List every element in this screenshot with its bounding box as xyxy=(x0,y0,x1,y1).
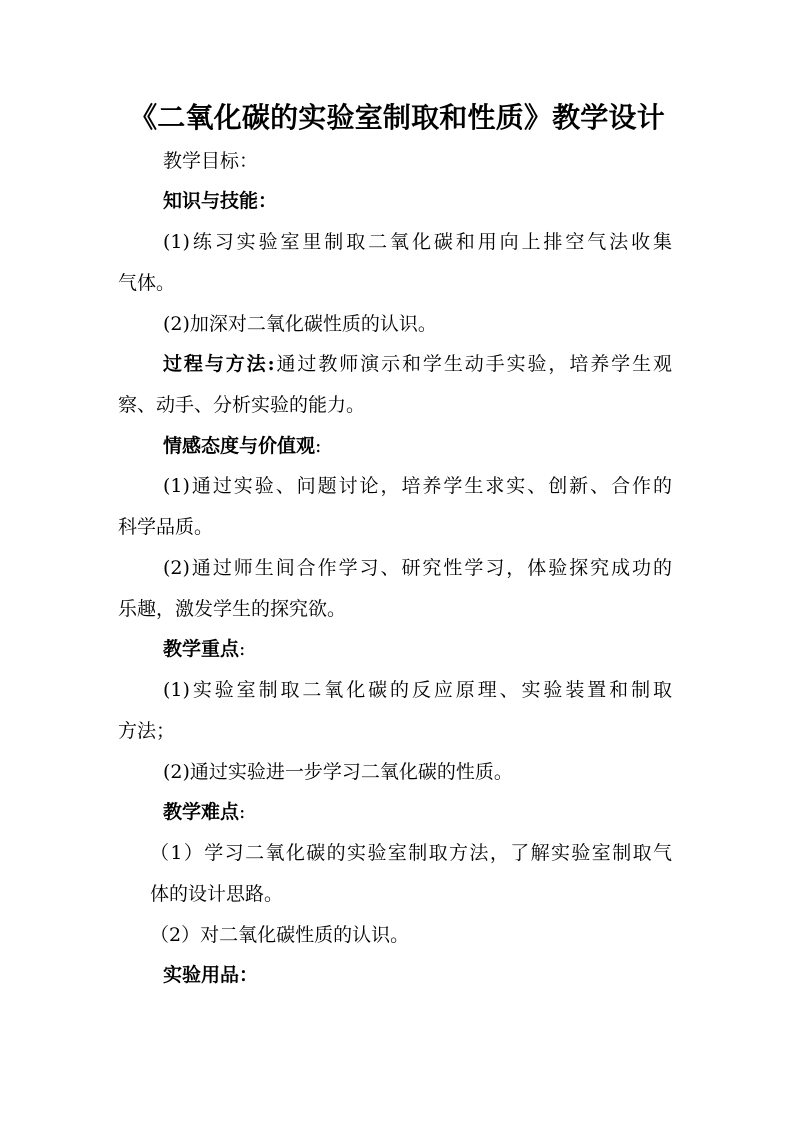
key-points-heading-line xyxy=(163,636,245,662)
attitude-values-colon: : xyxy=(315,435,322,457)
materials-heading: 实验用品： xyxy=(163,964,259,986)
difficulties-item-1-line-2: 体的设计思路。 xyxy=(150,883,284,905)
attitude-item-1-line-2: 科学品质。 xyxy=(118,516,214,538)
process-methods-text: 通过教师演示和学生动手实验，培养学生观 xyxy=(274,353,672,375)
difficulties-item-2: （2）对二氧化碳性质的认识。 xyxy=(150,924,410,946)
difficulties-colon: : xyxy=(239,801,246,823)
process-methods-paragraph-line-1 xyxy=(163,351,672,377)
difficulties-item-1-line-1: （1）学习二氧化碳的实验室制取方法，了解实验室制取气 xyxy=(150,842,672,864)
objectives-heading: 教学目标： xyxy=(163,150,259,172)
attitude-values-heading: 情感态度与价值观 xyxy=(163,435,316,457)
attitude-item-2-line-1: (2)通过师生间合作学习、研究性学习，体验探究成功的 xyxy=(163,557,672,579)
knowledge-item-1-line-1: (1)练习实验室里制取二氧化碳和用向上排空气法收集 xyxy=(163,231,672,253)
attitude-item-1-line-1: (1)通过实验、问题讨论，培养学生求实、创新、合作的 xyxy=(163,475,672,497)
knowledge-item-2: (2)加深对二氧化碳性质的认识。 xyxy=(163,313,437,335)
document-title: 《二氧化碳的实验室制取和性质》教学设计 xyxy=(129,101,665,134)
key-points-colon: : xyxy=(239,638,246,660)
knowledge-skills-heading: 知识与技能： xyxy=(163,190,278,212)
key-points-item-1-line-1: (1)实验室制取二氧化碳的反应原理、实验装置和制取 xyxy=(163,679,672,701)
key-points-item-2: (2)通过实验进一步学习二氧化碳的性质。 xyxy=(163,761,513,783)
difficulties-heading-line xyxy=(163,799,245,825)
key-points-item-1-line-2: 方法； xyxy=(118,720,176,742)
difficulties-heading: 教学难点 xyxy=(163,801,240,823)
process-methods-paragraph-line-2: 察、动手、分析实验的能力。 xyxy=(118,394,366,416)
process-methods-heading: 过程与方法: xyxy=(163,353,275,375)
attitude-item-2-line-2: 乐趣，激发学生的探究欲。 xyxy=(118,598,347,620)
key-points-heading: 教学重点 xyxy=(163,638,240,660)
knowledge-item-1-line-2: 气体。 xyxy=(118,272,176,294)
attitude-values-heading-line xyxy=(163,433,321,459)
